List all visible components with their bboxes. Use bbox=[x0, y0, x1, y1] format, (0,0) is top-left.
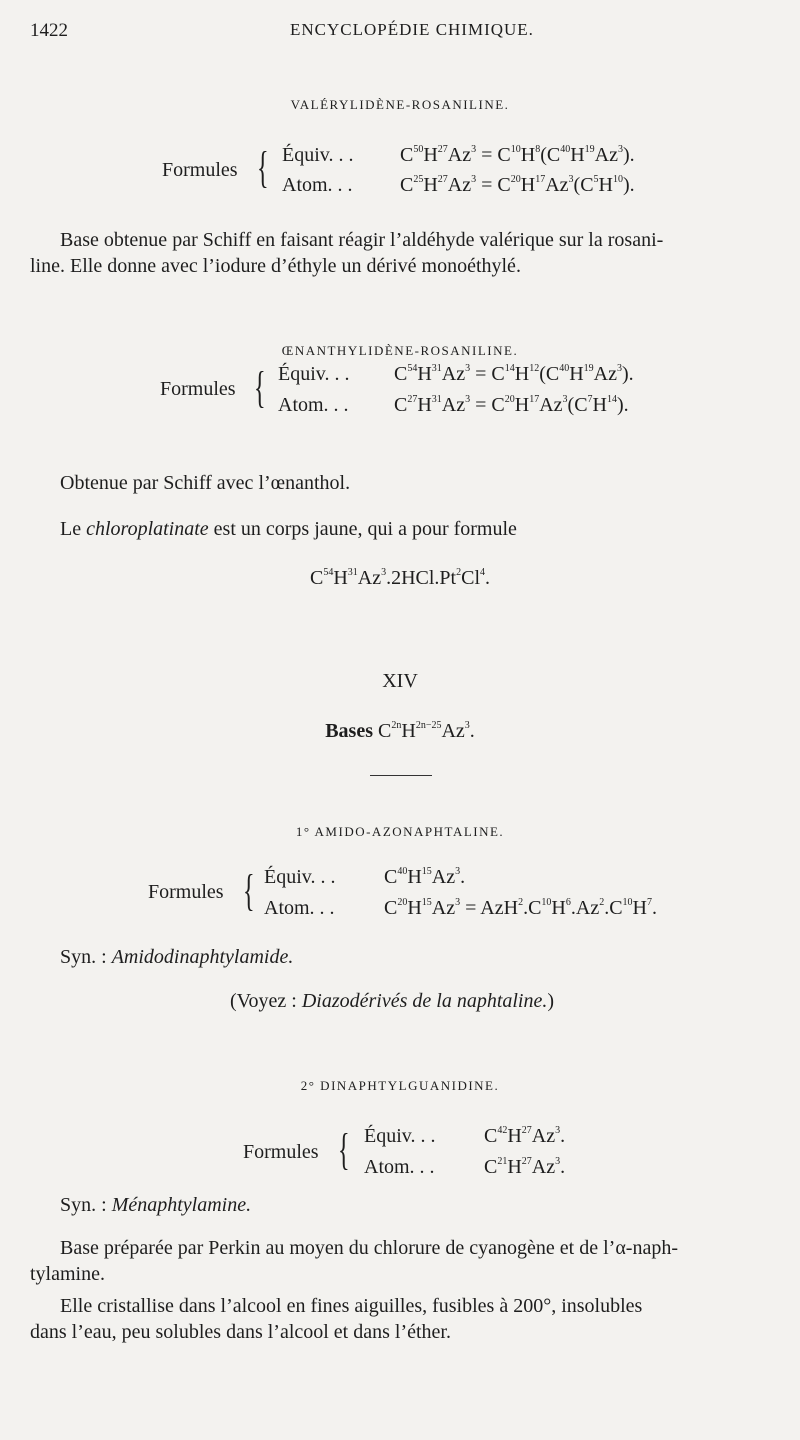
atom-label: Atom. . . bbox=[364, 1156, 435, 1178]
see-also-line: (Voyez : Diazodérivés de la naphtaline.) bbox=[230, 990, 555, 1012]
atom-formula: $C^{27}H^{31}Az^3 = C^{20}H^{17}Az^3(C^7H^{14})$. bbox=[394, 394, 629, 416]
see-also-target: Diazodérivés de la naphtaline. bbox=[301, 990, 548, 1012]
formules-label: Formules bbox=[160, 378, 236, 400]
italic-term: chloroplatinate bbox=[86, 518, 209, 540]
paragraph-line: Le chloroplatinate est un corps jaune, qui a pour formule bbox=[60, 518, 517, 540]
chloroplatinate-formula: $C^{54}H^{31}Az^3.2HCl.Pt^2Cl^4$. bbox=[309, 567, 491, 589]
synonym-line: Syn. : Amidodinaphtylamide. bbox=[60, 946, 294, 968]
section-number: XIV bbox=[382, 670, 418, 692]
atom-label: Atom. . . bbox=[282, 174, 353, 196]
atom-formula: $C^{21}H^{27}Az^3$. bbox=[484, 1156, 566, 1178]
running-title: ENCYCLOPÉDIE CHIMIQUE. bbox=[290, 20, 534, 39]
formules-label: Formules bbox=[162, 159, 238, 181]
equiv-label: Équiv. . . bbox=[264, 866, 336, 888]
paragraph-line: line. Elle donne avec l’iodure d’éthyle un dérivé monoéthylé. bbox=[30, 255, 521, 277]
compound-title-oenanthylidene: ŒNANTHYLIDÈNE-ROSANILINE. bbox=[281, 343, 519, 358]
section-divider bbox=[370, 775, 432, 776]
atom-label: Atom. . . bbox=[264, 897, 335, 919]
paragraph-line: tylamine. bbox=[30, 1263, 105, 1285]
brace-icon: { bbox=[257, 143, 269, 192]
synonym-value: Amidodinaphtylamide. bbox=[111, 946, 294, 968]
equiv-formula: $C^{42}H^{27}Az^3$. bbox=[484, 1125, 566, 1147]
synonym-value: Ménaphtylamine. bbox=[111, 1194, 252, 1216]
equiv-label: Équiv. . . bbox=[278, 363, 350, 385]
brace-icon: { bbox=[243, 866, 255, 915]
atom-formula: $C^{25}H^{27}Az^3 = C^{20}H^{17}Az^3(C^5H^{10})$. bbox=[400, 174, 635, 196]
formules-label: Formules bbox=[148, 881, 224, 903]
paragraph-line: Base obtenue par Schiff en faisant réagir l’aldéhyde valérique sur la rosani- bbox=[60, 229, 664, 251]
paragraph-line: Elle cristallise dans l’alcool en fines aiguilles, fusibles à 200°, insolubles bbox=[60, 1295, 643, 1317]
compound-title-valerylidene: VALÉRYLIDÈNE-ROSANILINE. bbox=[290, 97, 510, 112]
section-title: Bases $C^{2n}H^{2n-25}Az^3$. bbox=[325, 720, 475, 742]
equiv-formula: $C^{54}H^{31}Az^3 = C^{14}H^{12}(C^{40}H^{19}Az^3)$. bbox=[394, 363, 634, 385]
brace-icon: { bbox=[254, 363, 266, 412]
compound-title-dinaphtylguanidine: 2° DINAPHTYLGUANIDINE. bbox=[300, 1078, 500, 1093]
atom-formula: $C^{20}H^{15}Az^3 = AzH^2.C^{10}H^6.Az^2.C^{10}H^7$. bbox=[384, 897, 657, 919]
paragraph-line: dans l’eau, peu solubles dans l’alcool et dans l’éther. bbox=[30, 1321, 451, 1343]
page-number: 1422 bbox=[30, 20, 68, 41]
paragraph-line: Base préparée par Perkin au moyen du chlorure de cyanogène et de l’α-naph- bbox=[60, 1237, 678, 1259]
atom-label: Atom. . . bbox=[278, 394, 349, 416]
brace-icon: { bbox=[338, 1125, 350, 1174]
compound-title-amido: 1° AMIDO-AZONAPHTALINE. bbox=[295, 824, 505, 839]
equiv-label: Équiv. . . bbox=[282, 144, 354, 166]
equiv-label: Équiv. . . bbox=[364, 1125, 436, 1147]
equiv-formula: $C^{40}H^{15}Az^3$. bbox=[384, 866, 466, 888]
equiv-formula: $C^{50}H^{27}Az^3 = C^{10}H^8(C^{40}H^{19}Az^3)$. bbox=[400, 144, 635, 166]
formules-label: Formules bbox=[243, 1141, 319, 1163]
paragraph-line: Obtenue par Schiff avec l’œnanthol. bbox=[60, 472, 351, 494]
synonym-line: Syn. : Ménaphtylamine. bbox=[60, 1194, 252, 1216]
